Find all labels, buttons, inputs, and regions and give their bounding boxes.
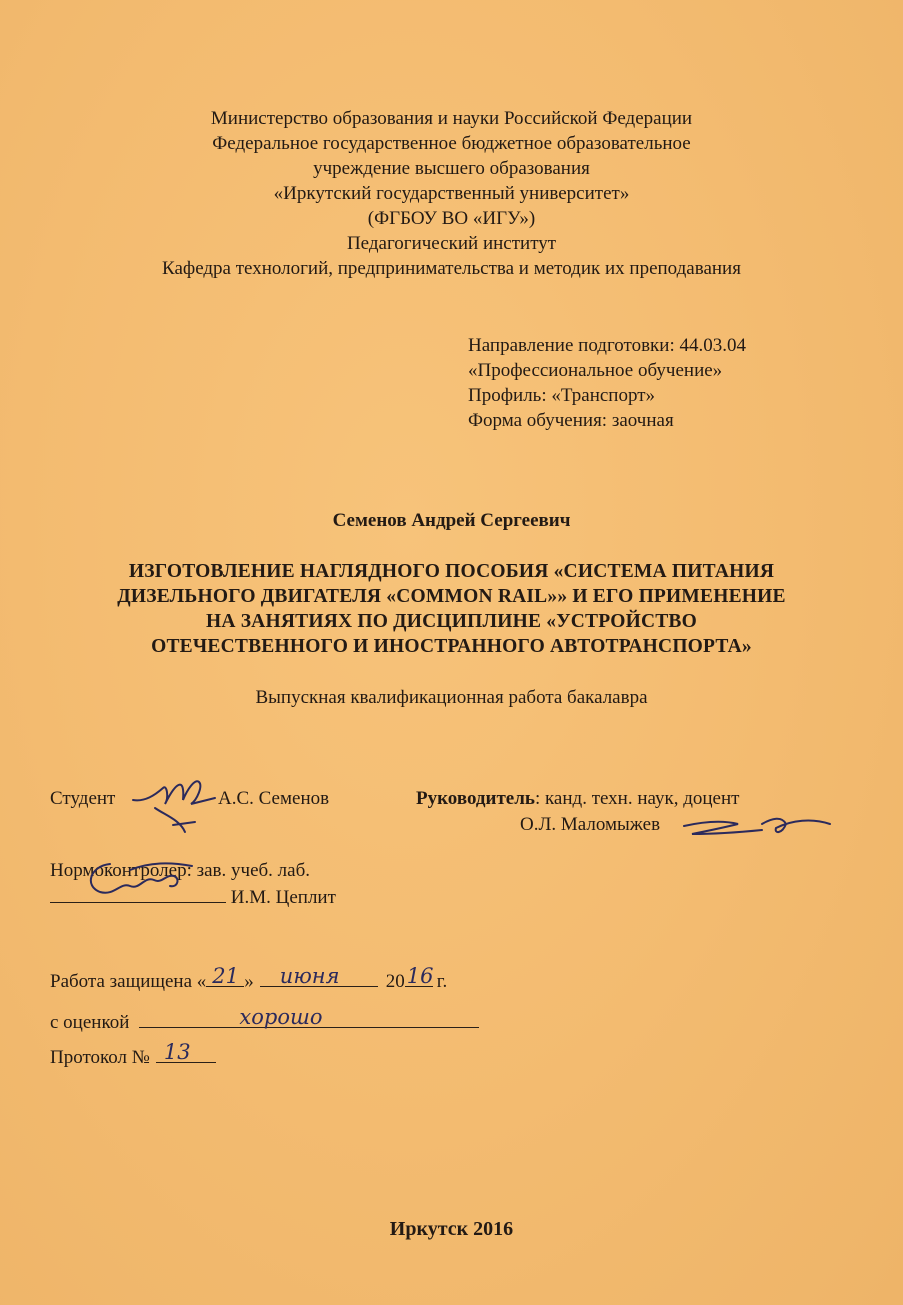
grade-field (139, 1005, 479, 1029)
normcontrol-name: И.М. Цеплит (230, 887, 336, 908)
work-type: Выпускная квалификационная работа бакалавра (255, 687, 648, 708)
defense-day: 21 (212, 964, 240, 988)
defense-line (50, 964, 448, 993)
protocol-field (156, 1040, 216, 1064)
direction-code: Направление подготовки: 44.03.04 (468, 335, 746, 356)
student-signature (125, 770, 225, 840)
defense-year-prefix: 20 (385, 971, 405, 992)
protocol-label: Протокол № (50, 1047, 150, 1068)
defense-month-field (260, 964, 378, 988)
grade-line (50, 1005, 479, 1034)
grade-label: с оценкой (50, 1012, 130, 1033)
institution-line-1: Федеральное государственное бюджетное образовательное (212, 133, 691, 154)
defense-year-suffix: 16 (406, 964, 434, 988)
department-name: Кафедра технологий, предпринимательства и методик их преподавания (162, 258, 741, 279)
student-label: Студент (50, 788, 116, 809)
defense-month: июня (279, 964, 340, 988)
defense-year-field (405, 964, 434, 988)
study-form: Форма обучения: заочная (468, 410, 674, 431)
supervisor-block (416, 788, 739, 810)
defense-label: Работа защищена « (50, 971, 207, 992)
defense-day-field (206, 964, 244, 988)
university-name: «Иркутский государственный университет» (273, 183, 630, 204)
direction-name: «Профессиональное обучение» (468, 360, 723, 381)
thesis-title-line-1: ИЗГОТОВЛЕНИЕ НАГЛЯДНОГО ПОСОБИЯ «СИСТЕМА ПИТАНИЯ (128, 561, 775, 582)
student-name: А.С. Семенов (218, 788, 330, 809)
protocol-line (50, 1040, 216, 1069)
institution-line-2: учреждение высшего образования (313, 158, 590, 179)
protocol-number: 13 (163, 1040, 191, 1064)
ministry-line: Министерство образования и науки Российской Федерации (210, 108, 693, 129)
institute-name: Педагогический институт (346, 233, 557, 254)
supervisor-name: О.Л. Маломыжев (520, 814, 661, 835)
profile: Профиль: «Транспорт» (468, 385, 656, 406)
thesis-title-line-3: НА ЗАНЯТИЯХ ПО ДИСЦИПЛИНЕ «УСТРОЙСТВО (205, 611, 698, 632)
supervisor-role: : канд. техн. наук, доцент (534, 788, 740, 809)
defense-quote-close: » (244, 971, 254, 992)
city-year: Иркутск 2016 (389, 1218, 514, 1240)
thesis-title-line-2: ДИЗЕЛЬНОГО ДВИГАТЕЛЯ «COMMON RAIL»» И ЕГО ПРИМЕНЕНИЕ (117, 586, 786, 607)
normcontrol-label: Нормоконтролер: зав. учеб. лаб. (50, 860, 311, 881)
supervisor-signature (682, 812, 832, 842)
university-abbr: (ФГБОУ ВО «ИГУ») (367, 208, 536, 229)
supervisor-label: Руководитель (416, 788, 535, 809)
normcontrol-signature (70, 856, 210, 906)
thesis-title-line-4: ОТЕЧЕСТВЕННОГО И ИНОСТРАННОГО АВТОТРАНСПОРТА» (151, 636, 752, 657)
author-name: Семенов Андрей Сергеевич (332, 510, 571, 531)
grade-value: хорошо (239, 1005, 323, 1029)
defense-year-end: г. (436, 971, 448, 992)
